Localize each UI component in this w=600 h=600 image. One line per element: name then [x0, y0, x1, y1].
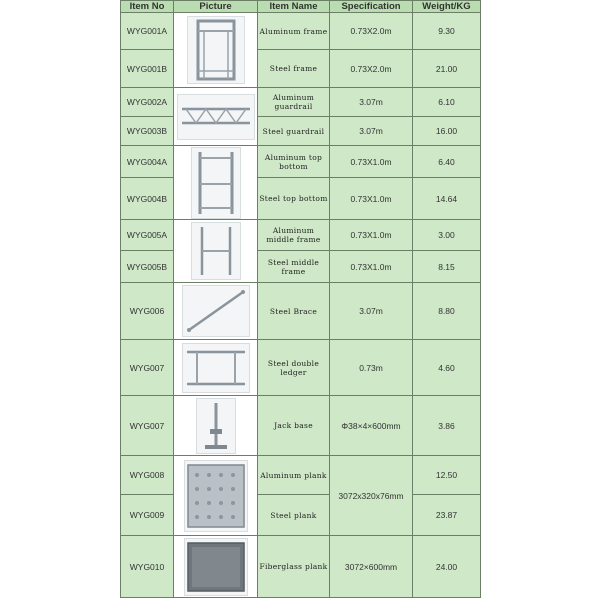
item-name: Steel guardrail — [258, 117, 330, 146]
item-spec: 0.73m — [330, 340, 413, 396]
item-spec: 0.73X2.0m — [330, 13, 413, 50]
double-ledger-icon — [182, 343, 250, 393]
picture-cell — [174, 146, 258, 220]
picture-cell — [174, 283, 258, 340]
item-name: Aluminum frame — [258, 13, 330, 50]
picture-cell — [174, 220, 258, 283]
top-bottom-frame-icon — [191, 147, 241, 219]
item-weight: 4.60 — [413, 340, 481, 396]
header-specification: Specification — [330, 1, 413, 13]
item-weight: 14.64 — [413, 178, 481, 220]
item-name: Steel frame — [258, 50, 330, 88]
table-row — [121, 146, 481, 178]
item-weight: 6.40 — [413, 146, 481, 178]
header-weight: Weight/KG — [413, 1, 481, 13]
table-row — [121, 536, 481, 598]
item-name: Aluminum guardrail — [258, 88, 330, 117]
item-code: WYG005B — [121, 251, 174, 283]
item-weight: 6.10 — [413, 88, 481, 117]
aluminum-frame-icon — [187, 16, 245, 84]
item-code: WYG009 — [121, 495, 174, 536]
item-code: WYG001A — [121, 13, 174, 50]
picture-cell — [174, 13, 258, 88]
item-weight: 8.15 — [413, 251, 481, 283]
picture-cell — [174, 396, 258, 456]
guardrail-icon — [177, 94, 255, 140]
item-code: WYG002A — [121, 88, 174, 117]
item-spec: Φ38×4×600mm — [330, 396, 413, 456]
item-weight: 24.00 — [413, 536, 481, 598]
fiberglass-plank-icon — [184, 538, 248, 596]
item-name: Steel middle frame — [258, 251, 330, 283]
table-row — [121, 220, 481, 251]
product-table — [120, 0, 481, 598]
item-weight: 8.80 — [413, 283, 481, 340]
item-code: WYG007 — [121, 396, 174, 456]
item-code: WYG003B — [121, 117, 174, 146]
item-spec: 0.73X1.0m — [330, 220, 413, 251]
item-code: WYG006 — [121, 283, 174, 340]
middle-frame-icon — [191, 222, 241, 280]
item-spec: 3072×600mm — [330, 536, 413, 598]
item-spec: 3.07m — [330, 88, 413, 117]
table-row — [121, 340, 481, 396]
header-item-no: Item No — [121, 1, 174, 13]
item-code: WYG004B — [121, 178, 174, 220]
item-weight: 9.30 — [413, 13, 481, 50]
item-name: Fiberglass plank — [258, 536, 330, 598]
header-picture: Picture — [174, 1, 258, 13]
item-code: WYG010 — [121, 536, 174, 598]
item-code: WYG007 — [121, 340, 174, 396]
item-weight: 3.00 — [413, 220, 481, 251]
item-code: WYG001B — [121, 50, 174, 88]
table-row — [121, 283, 481, 340]
picture-cell — [174, 456, 258, 536]
item-weight: 21.00 — [413, 50, 481, 88]
item-spec: 3072x320x76mm — [330, 456, 413, 536]
picture-cell — [174, 340, 258, 396]
brace-icon — [182, 285, 250, 337]
table-row — [121, 88, 481, 117]
item-weight: 23.87 — [413, 495, 481, 536]
product-spec-sheet — [120, 0, 480, 600]
item-weight: 16.00 — [413, 117, 481, 146]
item-code: WYG005A — [121, 220, 174, 251]
table-row — [121, 13, 481, 50]
item-spec: 0.73X2.0m — [330, 50, 413, 88]
item-code: WYG008 — [121, 456, 174, 495]
item-name: Aluminum top bottom — [258, 146, 330, 178]
item-weight: 3.86 — [413, 396, 481, 456]
item-name: Aluminum plank — [258, 456, 330, 495]
item-name: Steel Brace — [258, 283, 330, 340]
item-weight: 12.50 — [413, 456, 481, 495]
picture-cell — [174, 536, 258, 598]
item-name: Steel double ledger — [258, 340, 330, 396]
plank-icon — [184, 460, 248, 532]
header-item-name: Item Name — [258, 1, 330, 13]
item-name: Aluminum middle frame — [258, 220, 330, 251]
table-row — [121, 396, 481, 456]
item-spec: 0.73X1.0m — [330, 251, 413, 283]
item-name: Steel top bottom — [258, 178, 330, 220]
jack-base-icon — [196, 398, 236, 454]
item-spec: 0.73X1.0m — [330, 146, 413, 178]
item-spec: 0.73X1.0m — [330, 178, 413, 220]
item-name: Jack base — [258, 396, 330, 456]
picture-cell — [174, 88, 258, 146]
item-spec: 3.07m — [330, 117, 413, 146]
item-code: WYG004A — [121, 146, 174, 178]
item-spec: 3.07m — [330, 283, 413, 340]
table-row — [121, 456, 481, 495]
header-row — [121, 1, 481, 13]
item-name: Steel plank — [258, 495, 330, 536]
